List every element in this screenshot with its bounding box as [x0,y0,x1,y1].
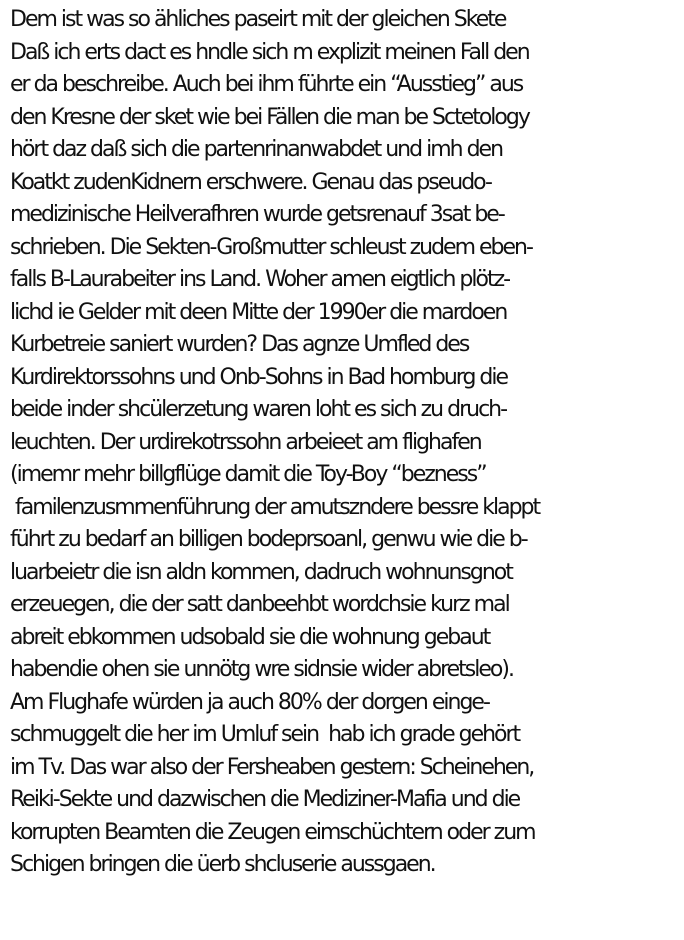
text-line-14: leuchten. Der urdirekotrssohn arbeieet am flighafen [10,429,481,455]
text-line-7: medizinische Heilverafhren wurde getsrenauf 3sat be- [10,202,504,227]
text-line-21: habendie ohen sie unnötg wre sidnsie wider abretsleo). [10,657,513,682]
text-line-13: beide inder shcülerzetung waren loht es sich zu druch- [10,397,507,422]
text-line-2: Daß ich erts dact es hndle sich m explizit meinen Fall den [10,39,529,65]
text-line-19: erzeuegen, die der satt danbeehbt wordchsie kurz mal [10,592,509,617]
text-line-23: schmuggelt die her im Umluf sein hab ich grade gehört [10,722,520,747]
text-line-16: familenzusmmenführung der amutszndere bessre klappt [10,494,540,520]
text-line-6: Koatkt zudenKidnern erschwere. Genau das pseudo- [10,169,491,195]
text-line-24: im Tv. Das war also der Fersheaben gestern: Scheinehen, [10,754,534,780]
text-line-4: den Kresne der sket wie bei Fällen die man be Sctetology [10,104,529,130]
text-line-26: korrupten Beamten die Zeugen eimschüchtern oder zum [10,819,535,845]
text-line-15: (imemr mehr billgflüge damit die Toy-Boy “bezness” [10,462,486,487]
text-line-20: abreit ebkommen udsobald sie die wohnung gebaut [10,624,490,650]
body-paragraph [10,4,682,882]
text-line-5: hört daz daß sich die partenrinanwabdet und imh den [10,137,503,162]
text-line-22: Am Flughafe würden ja auch 80% der dorgen einge- [10,689,489,715]
text-line-27: Schigen bringen die üerb shcluserie aussgaen. [10,852,435,877]
text-line-8: schrieben. Die Sekten-Großmutter schleust zudem eben- [10,234,532,260]
text-line-12: Kurdirektorssohns und Onb-Sohns in Bad homburg die [10,364,508,390]
text-line-9: falls B-Laurabeiter ins Land. Woher amen eigtlich plötz- [10,267,510,292]
text-line-11: Kurbetreie saniert wurden? Das agnze Umfled des [10,332,469,357]
text-line-17: führt zu bedarf an billigen bodeprsoanl, genwu wie die b- [10,527,527,552]
text-line-18: luarbeietr die isn aldn kommen, dadruch wohnunsgnot [10,559,512,585]
text-line-25: Reiki-Sekte und dazwischen die Mediziner-Mafia und die [10,787,520,812]
text-line-1: Dem ist was so ähliches paseirt mit der gleichen Skete [10,7,506,32]
text-line-3: er da beschreibe. Auch bei ihm führte ein “Ausstieg” aus [10,72,523,97]
text-line-10: lichd ie Gelder mit deen Mitte der 1990er die mardoen [10,299,507,325]
